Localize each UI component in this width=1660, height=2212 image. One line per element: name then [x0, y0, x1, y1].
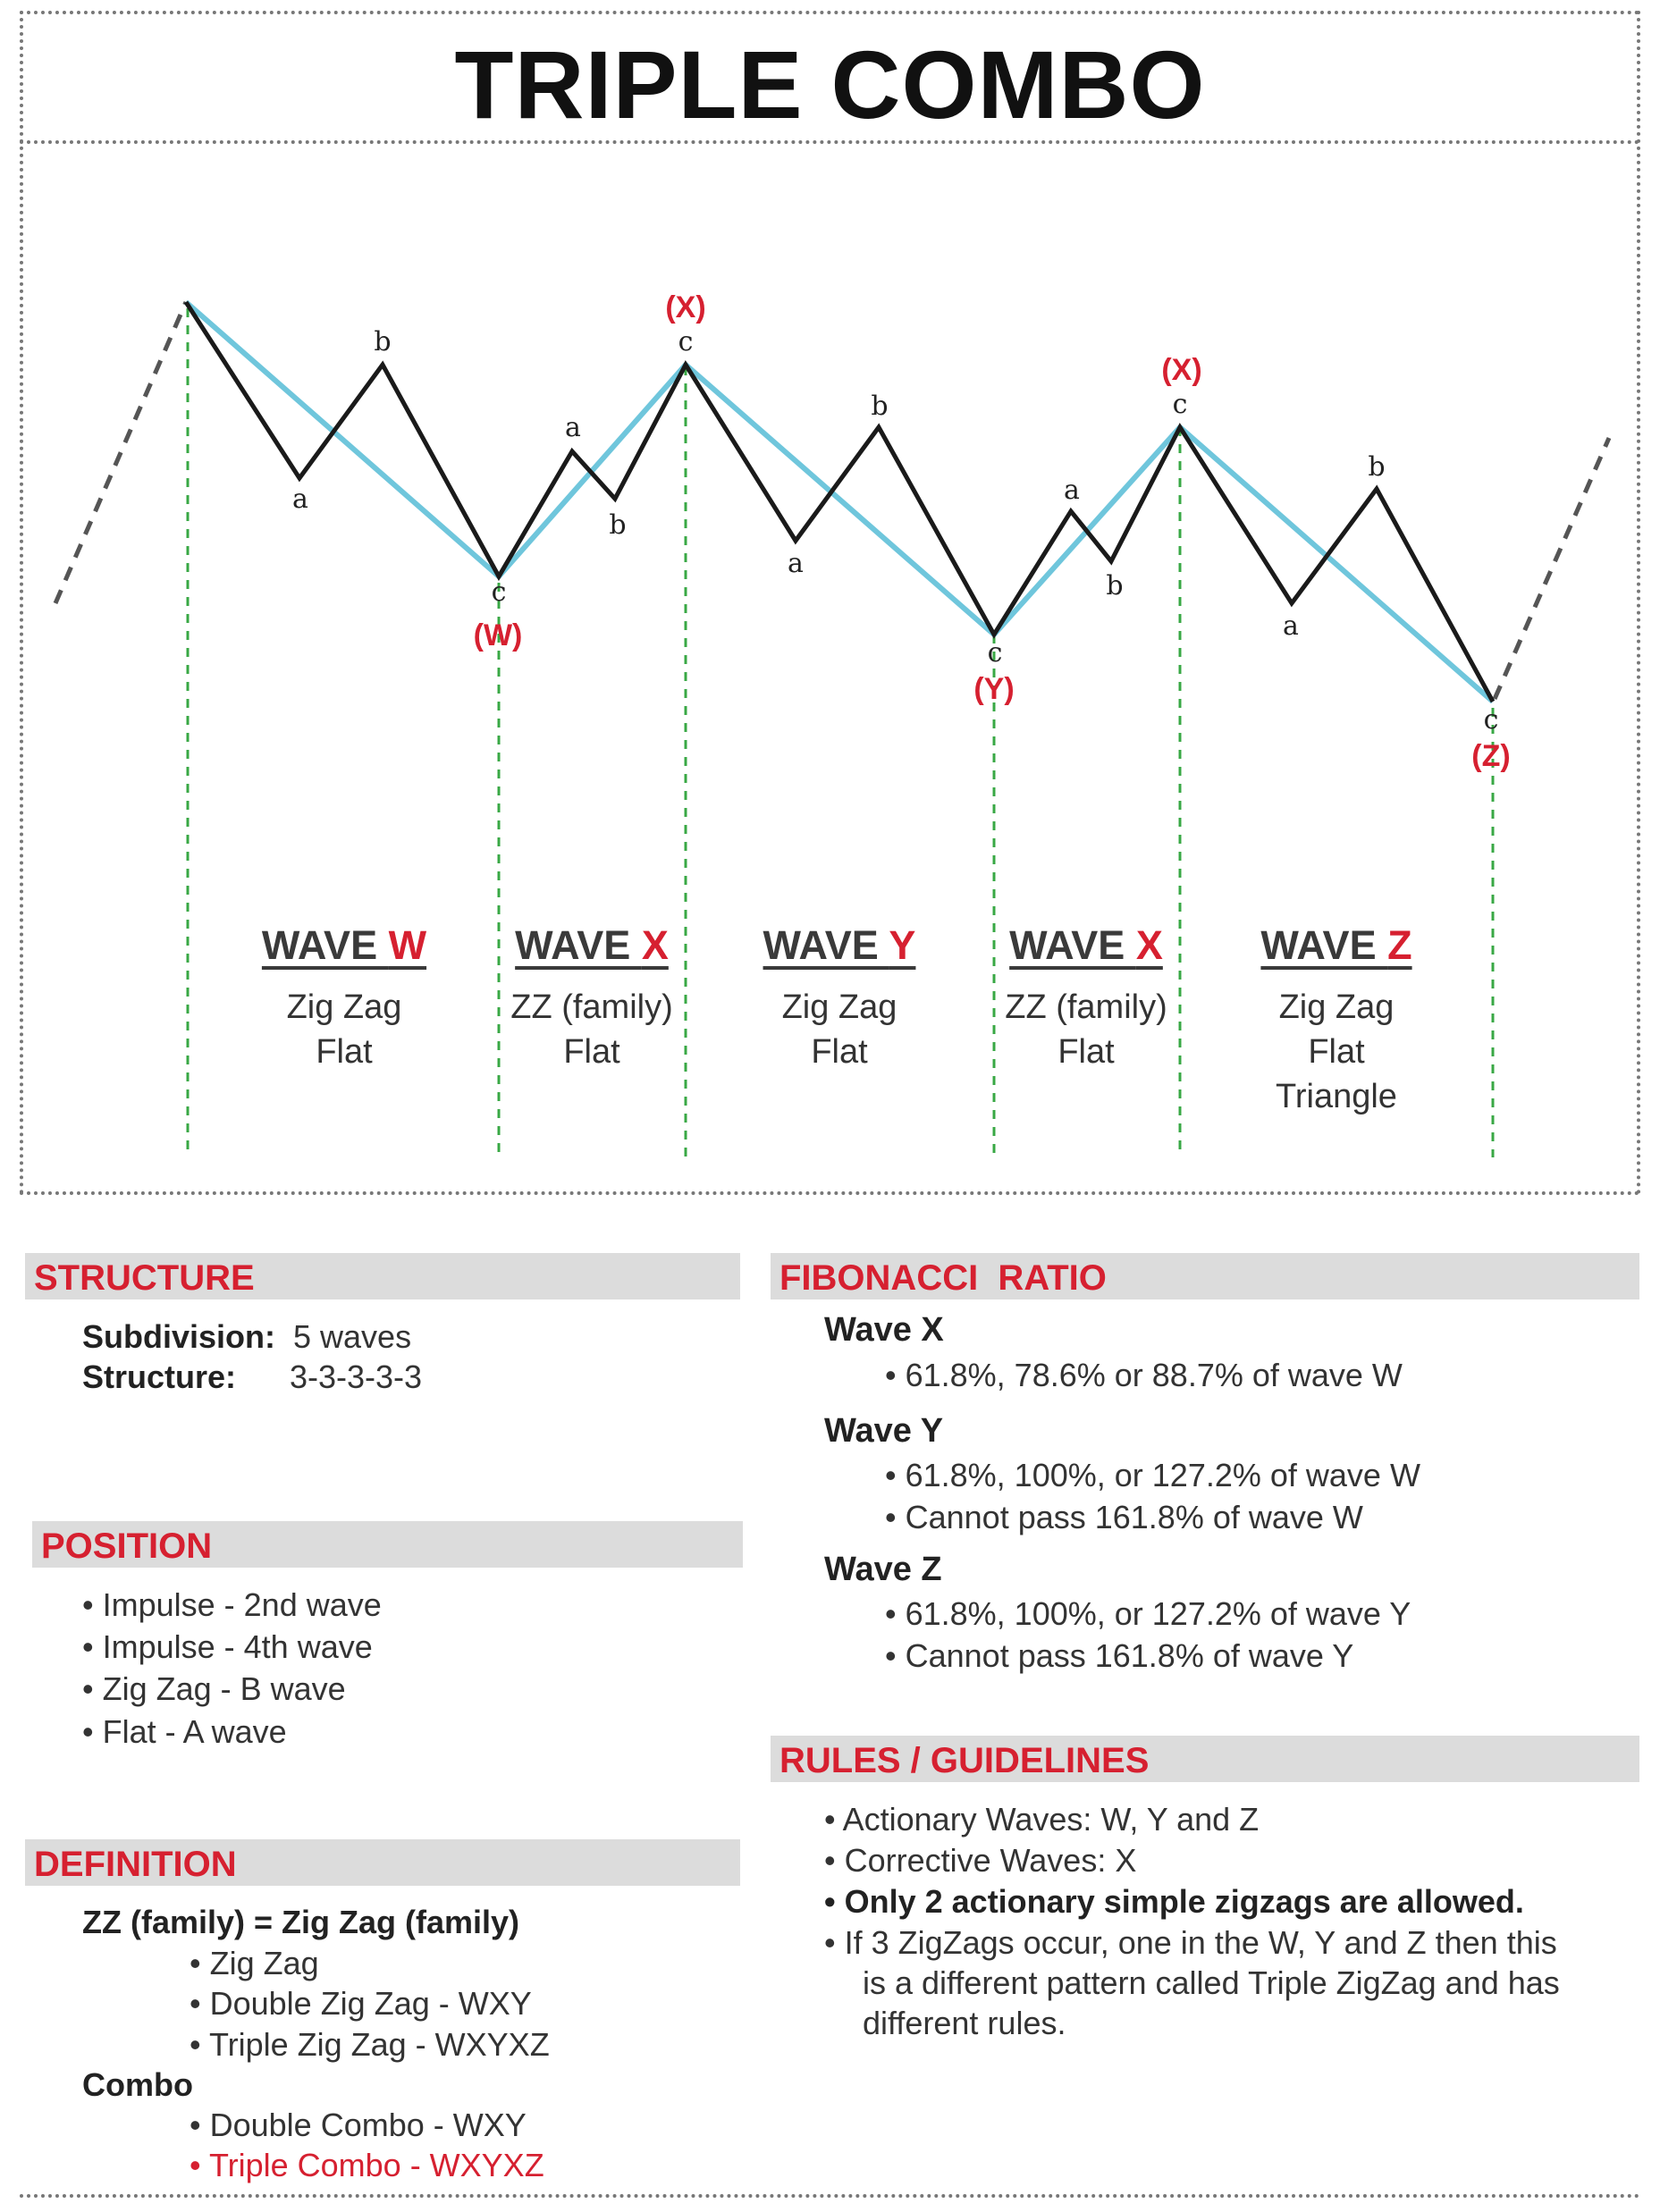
label-a: a — [292, 484, 308, 515]
position-header — [32, 1521, 743, 1568]
fibonacci-header — [771, 1253, 1639, 1299]
label-a: a — [1064, 475, 1080, 506]
combo-heading: Combo — [82, 2066, 193, 2103]
wave-w-label: WAVE W Zig Zag Flat — [210, 922, 478, 1074]
list-item: • Double Zig Zag - WXY — [190, 1985, 532, 2022]
wave-heading: WAVE Z — [1260, 922, 1412, 968]
rules-header — [771, 1736, 1639, 1782]
list-item-continuation: different rules. — [863, 2005, 1066, 2041]
list-item: • Actionary Waves: W, Y and Z — [824, 1801, 1260, 1838]
section-title: DEFINITION — [34, 1845, 237, 1884]
label-b: b — [374, 326, 392, 357]
list-item-continuation: is a different pattern called Triple ZigZag and has — [863, 1964, 1560, 2001]
label-b: b — [871, 391, 889, 422]
list-item: • If 3 ZigZags occur, one in the W, Y and Z then this — [824, 1924, 1557, 1961]
list-item: • Zig Zag - B wave — [82, 1670, 346, 1707]
bottom-divider — [20, 2194, 1640, 2198]
structure-value: 3-3-3-3-3 — [290, 1358, 423, 1395]
label-X: (X) — [665, 290, 706, 324]
label-c: c — [1172, 389, 1188, 420]
label-Z: (Z) — [1471, 739, 1511, 773]
list-item: • Corrective Waves: X — [824, 1842, 1137, 1879]
wave-heading: WAVE X — [1009, 922, 1163, 968]
label-c: c — [678, 326, 694, 357]
section-title: POSITION — [41, 1527, 213, 1566]
wave-z-heading: Wave Z — [824, 1551, 942, 1588]
wave-heading: WAVE X — [515, 922, 669, 968]
wave-z-label: WAVE Z Zig Zag Flat Triangle — [1202, 922, 1470, 1119]
list-item: • Flat - A wave — [82, 1713, 287, 1750]
label-Y: (Y) — [973, 672, 1015, 706]
label-c: c — [987, 637, 1003, 669]
list-item: • Double Combo - WXY — [190, 2107, 527, 2143]
lead-in-dashed-line — [55, 302, 186, 603]
label-a: a — [1283, 610, 1299, 642]
list-item: • 61.8%, 78.6% or 88.7% of wave W — [885, 1357, 1403, 1393]
wave-x-label: WAVE X ZZ (family) Flat — [458, 922, 726, 1074]
list-item: • Cannot pass 161.8% of wave Y — [885, 1637, 1354, 1674]
section-title: RULES / GUIDELINES — [779, 1741, 1150, 1780]
wave-x-label-2: WAVE X ZZ (family) Flat — [952, 922, 1220, 1074]
label-b: b — [609, 509, 627, 541]
list-item: • Cannot pass 161.8% of wave W — [885, 1499, 1363, 1535]
page-title: TRIPLE COMBO — [454, 30, 1206, 139]
label-c: c — [491, 576, 507, 608]
list-item: • 61.8%, 100%, or 127.2% of wave Y — [885, 1595, 1411, 1632]
subdivision-value: 5 waves — [293, 1318, 412, 1355]
wave-y-label: WAVE Y Zig Zag Flat — [705, 922, 973, 1074]
wave-heading: WAVE Y — [763, 922, 916, 968]
list-item: • Impulse - 2nd wave — [82, 1586, 382, 1623]
label-b: b — [1106, 570, 1124, 601]
list-item: • Impulse - 4th wave — [82, 1628, 373, 1665]
wave-heading: WAVE W — [261, 922, 427, 968]
definition-header — [25, 1839, 740, 1886]
list-item-highlighted: • Triple Combo - WXYXZ — [190, 2147, 544, 2183]
list-item: • 61.8%, 100%, or 127.2% of wave W — [885, 1457, 1420, 1493]
zz-family-heading: ZZ (family) = Zig Zag (family) — [82, 1904, 520, 1940]
section-title: FIBONACCI RATIO — [779, 1258, 1107, 1298]
label-X: (X) — [1161, 353, 1202, 387]
label-b: b — [1368, 451, 1386, 483]
section-title: STRUCTURE — [34, 1258, 255, 1298]
wave-y-heading: Wave Y — [824, 1412, 944, 1450]
wave-x-heading: Wave X — [824, 1311, 944, 1349]
label-W: (W) — [473, 618, 523, 652]
label-c: c — [1483, 704, 1499, 736]
list-item: • Zig Zag — [190, 1945, 319, 1981]
lead-out-dashed-line — [1495, 438, 1609, 699]
structure-header — [25, 1253, 740, 1299]
label-a: a — [788, 548, 804, 579]
list-item: • Triple Zig Zag - WXYXZ — [190, 2026, 550, 2063]
label-a: a — [565, 412, 581, 443]
subdivision-label: Subdivision: — [82, 1318, 275, 1355]
structure-label: Structure: — [82, 1358, 237, 1395]
list-item-bold: • Only 2 actionary simple zigzags are allowed. — [824, 1883, 1524, 1920]
